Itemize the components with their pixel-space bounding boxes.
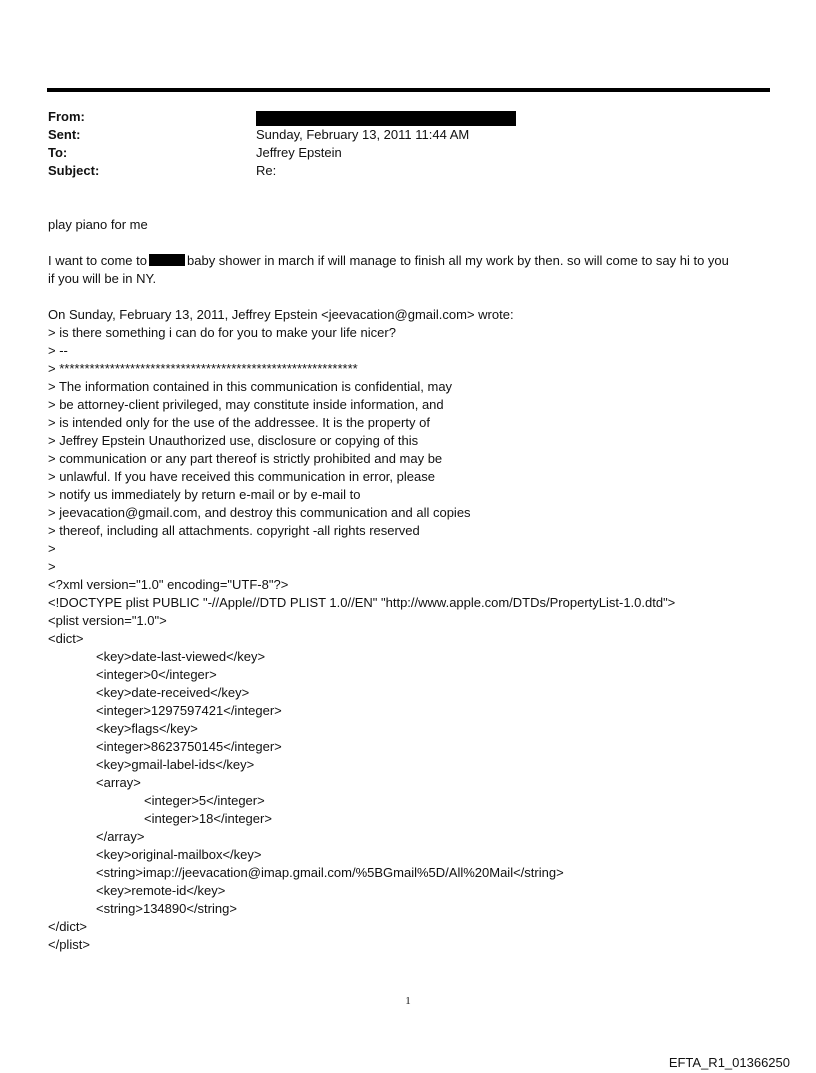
para2-before: I want to come to — [48, 253, 147, 268]
xml-line: <integer>5</integer> — [144, 793, 265, 808]
quoted-line: > notify us immediately by return e-mail or by e-mail to — [48, 487, 361, 502]
xml-line: <integer>1297597421</integer> — [96, 703, 282, 718]
sent-value: Sunday, February 13, 2011 11:44 AM — [256, 127, 470, 142]
xml-line: <string>imap://jeevacation@imap.gmail.com/%5BGmail%5D/All%20Mail</string> — [96, 865, 564, 880]
xml-line: <key>original-mailbox</key> — [96, 847, 262, 862]
quoted-line: > communication or any part thereof is strictly prohibited and may be — [48, 451, 443, 466]
quoted-line: On Sunday, February 13, 2011, Jeffrey Epstein <jeevacation@gmail.com> wrote: — [48, 307, 514, 322]
quoted-line: > is there something i can do for you to make your life nicer? — [48, 325, 396, 340]
document-id: EFTA_R1_01366250 — [668, 1055, 790, 1070]
xml-line: <key>flags</key> — [96, 721, 198, 736]
body-paragraph-2 — [48, 252, 772, 288]
xml-line: <key>gmail-label-ids</key> — [96, 757, 255, 772]
xml-line: <key>date-received</key> — [96, 685, 250, 700]
para2-after: baby shower in march if will manage to finish all my work by then. so will come to say hi to you — [187, 253, 729, 268]
to-value: Jeffrey Epstein — [256, 145, 342, 160]
quoted-line: > be attorney-client privileged, may constitute inside information, and — [48, 397, 444, 412]
xml-line: <key>date-last-viewed</key> — [96, 649, 266, 664]
body-line-1: play piano for me — [48, 217, 148, 232]
from-row — [48, 108, 768, 126]
page-number: 1 — [405, 995, 411, 1007]
from-label: From: — [48, 109, 85, 124]
sent-label: Sent: — [48, 127, 81, 142]
quoted-line: > is intended only for the use of the addressee. It is the property of — [48, 415, 430, 430]
xml-line: <array> — [96, 775, 141, 790]
sent-row — [48, 126, 768, 144]
quoted-line: > -- — [48, 343, 68, 358]
quoted-line: > jeevacation@gmail.com, and destroy this communication and all copies — [48, 505, 471, 520]
xml-line: </plist> — [48, 937, 90, 952]
subject-label: Subject: — [48, 163, 100, 178]
to-label: To: — [48, 145, 68, 160]
xml-plist-block — [48, 576, 772, 954]
subject-row — [48, 162, 768, 180]
quoted-line: > *********************************************************** — [48, 361, 358, 376]
email-header — [48, 108, 768, 180]
quoted-line: > — [48, 541, 56, 556]
quoted-message — [48, 306, 772, 576]
xml-line: <?xml version="1.0" encoding="UTF-8"?> — [48, 577, 289, 592]
xml-line: <!DOCTYPE plist PUBLIC "-//Apple//DTD PLIST 1.0//EN" "http://www.apple.com/DTDs/PropertyList-1.0.dtd"> — [48, 595, 676, 610]
quoted-line: > — [48, 559, 56, 574]
para2-line2: if you will be in NY. — [48, 271, 157, 286]
subject-value: Re: — [256, 163, 277, 178]
xml-line: </array> — [96, 829, 145, 844]
xml-line: </dict> — [48, 919, 88, 934]
email-body — [48, 216, 772, 954]
xml-line: <integer>0</integer> — [96, 667, 217, 682]
redaction-block — [149, 254, 185, 266]
xml-line: <integer>18</integer> — [144, 811, 272, 826]
header-rule — [47, 88, 770, 92]
quoted-line: > thereof, including all attachments. copyright -all rights reserved — [48, 523, 420, 538]
redaction-block — [256, 111, 516, 126]
quoted-line: > The information contained in this communication is confidential, may — [48, 379, 453, 394]
xml-line: <plist version="1.0"> — [48, 613, 167, 628]
to-row — [48, 144, 768, 162]
xml-line: <key>remote-id</key> — [96, 883, 226, 898]
quoted-line: > unlawful. If you have received this communication in error, please — [48, 469, 435, 484]
xml-line: <string>134890</string> — [96, 901, 237, 916]
xml-line: <dict> — [48, 631, 84, 646]
quoted-line: > Jeffrey Epstein Unauthorized use, disclosure or copying of this — [48, 433, 419, 448]
xml-line: <integer>8623750145</integer> — [96, 739, 282, 754]
